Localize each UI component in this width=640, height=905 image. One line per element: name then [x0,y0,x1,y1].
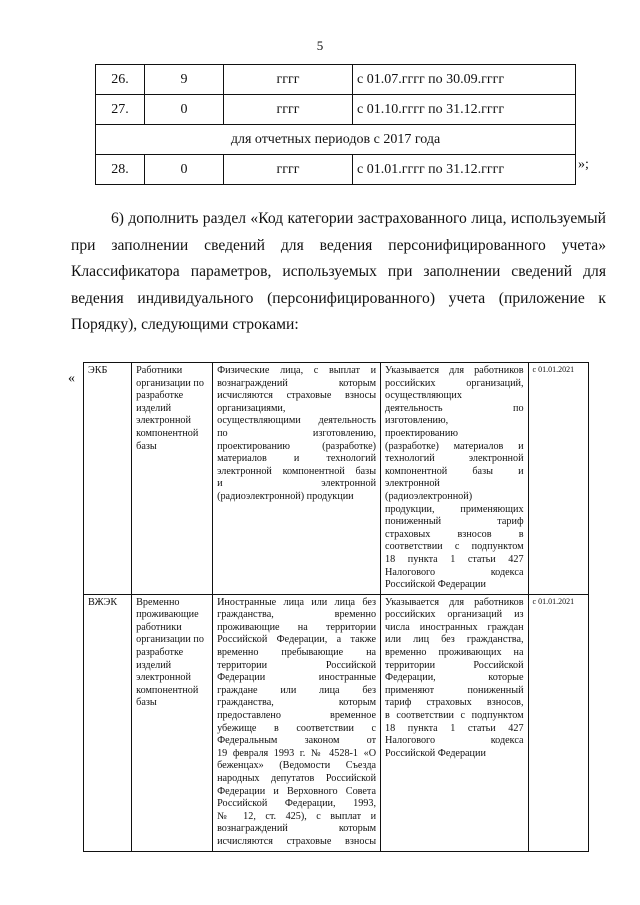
paragraph-line: ведения индивидуального (персонифицированного) учета (приложение к [71,289,606,307]
cell-line: Федерации иностранные [217,672,377,684]
cell-line: временно пребывающие на [217,647,377,659]
cell-line: электронной компонентной базы [217,465,377,477]
cell-line: электронной [136,672,191,684]
cell-line: Федерации и Верховного Совета [217,785,377,797]
cell-line: Указывается для работников [385,596,524,608]
cell-line: граждане или лица без [217,684,377,696]
cell-line: электронной [136,415,191,427]
cell-line: Федерации, которые [385,672,524,684]
cell-line: 19 февраля 1993 г. № 4528-1 «О [217,747,377,759]
period-code: 0 [145,95,224,125]
period-code: 0 [145,155,224,185]
cell-line: гражданства, которым [217,697,377,709]
cell-line: и электронной [217,478,377,490]
paragraph-line: при заполнении сведений для ведения персонифицированного учета» [71,236,606,254]
cell-line: числа иностранных граждан [385,621,524,633]
cell-line: Указывается для работников [385,365,524,376]
cell-line: работники [136,621,182,633]
cell-line: по изготовлению, [217,427,377,439]
cell-line: проектированию [385,427,458,439]
year-format: гггг [224,65,353,95]
cell-line: российских организаций из [385,609,524,621]
cell-line: гражданства, временно [217,609,377,621]
cell-line: организациями, [217,402,286,414]
period-range: с 01.10.гггг по 31.12.гггг [353,95,576,125]
closing-quote-mark: »; [578,157,589,172]
cell-line: страховых взносов в [385,528,524,540]
cell-line: соответствии с подпунктом [385,541,524,553]
effective-date: с 01.01.2021 [528,363,588,595]
cell-line: деятельность по [385,402,524,414]
cell-line: № 12, ст. 425), с выплат и [217,810,377,822]
cell-line: компонентной базы и [385,465,524,477]
paragraph-line: Порядку), следующими строками: [71,316,299,333]
cell-line: электронной [385,478,440,490]
category-table [83,362,589,852]
cell-line: беженцах» (Ведомости Съезда [217,760,377,772]
page-number: 5 [316,38,324,53]
category-description [213,363,381,595]
cell-line: исчисляются страховые взносы [217,390,377,402]
cell-line: Российской Федерации, 1993, [217,798,377,810]
cell-line: (радиоэлектронной) продукции [217,490,354,502]
cell-line: вознаграждений которым [217,823,377,835]
cell-line: Физические лица, с выплат и [217,365,377,376]
period-range: с 01.01.гггг по 31.12.гггг [353,155,576,185]
table-row [84,363,589,595]
cell-line: Налогового кодекса [385,566,524,578]
cell-line: территории Российской [385,659,524,671]
cell-line: разработке [136,647,184,659]
cell-line: Налогового кодекса [385,735,524,747]
row-number: 27. [96,95,145,125]
cell-line: Российской Федерации, а также [217,634,377,646]
cell-line: компонентной [136,427,199,439]
cell-line: технологий электронной [385,453,524,465]
cell-line: Российской Федерации [385,747,486,759]
cell-line: Временно [136,596,180,608]
effective-date: с 01.01.2021 [528,594,588,851]
table-row [84,594,589,851]
cell-line: продукции, применяющих [385,503,524,515]
cell-line: пониженный тариф [385,516,524,528]
amendment-paragraph [71,206,606,339]
cell-line: проектированию (разработке) [217,440,377,452]
cell-line: организации по [136,634,204,646]
cell-line: компонентной [136,684,199,696]
cell-line: убежище в соответствии с [217,722,377,734]
cell-line: народных депутатов Российской [217,773,377,784]
paragraph-line: 6) дополнить раздел «Код категории застрахованного лица, используемый [111,210,606,227]
cell-line: материалов и технологий [217,453,377,465]
year-format: гггг [224,95,353,125]
year-format: гггг [224,155,353,185]
cell-line: базы [136,697,157,709]
category-description [213,594,381,851]
table-row [96,95,576,125]
table-row [96,155,576,185]
cell-line: базы [136,440,157,452]
application-condition [381,363,529,595]
category-code: ЭКБ [84,363,132,595]
cell-line: Работники [136,365,183,376]
cell-line: проживающие [136,609,199,621]
cell-line: осуществляющими деятельность [217,415,377,427]
category-code: ВЖЭК [84,594,132,851]
cell-line: территории Российской [217,659,377,671]
cell-line: (разработке) материалов и [385,440,524,452]
opening-quote-mark: « [68,371,75,386]
cell-line: 18 пункта 1 статьи 427 [385,722,524,734]
period-code: 9 [145,65,224,95]
section-header-row [96,125,576,155]
cell-line: Российской Федерации [385,579,486,591]
cell-line: изделий [136,659,172,671]
cell-line: Федеральным законом от [217,735,377,747]
table-row [96,65,576,95]
cell-line: временно проживающих на [385,647,524,659]
cell-line: или лиц без гражданства, [385,634,524,646]
cell-line: Иностранные лица или лица без [217,596,377,608]
cell-line: исчисляются страховые взносы [217,835,377,847]
cell-line: изделий [136,402,172,414]
cell-line: проживающие на территории [217,621,377,633]
cell-line: российских организаций, [385,377,524,389]
row-number: 26. [96,65,145,95]
category-name [132,363,213,595]
row-number: 28. [96,155,145,185]
cell-line: в соответствии с подпунктом [385,710,524,722]
application-condition [381,594,529,851]
section-header: для отчетных периодов с 2017 года [96,125,576,155]
category-name [132,594,213,851]
periods-table [95,64,576,185]
cell-line: вознаграждений которым [217,377,377,389]
cell-line: тариф страховых взносов, [385,697,524,709]
cell-line: изготовлению, [385,415,449,427]
paragraph-line: Классификатора параметров, используемых при заполнении сведений для [71,263,606,280]
cell-line: применяют пониженный [385,684,524,696]
cell-line: предоставлено временное [217,710,377,722]
cell-line: разработке [136,390,184,402]
cell-line: организации по [136,377,204,389]
period-range: с 01.07.гггг по 30.09.гггг [353,65,576,95]
cell-line: (радиоэлектронной) [385,490,473,502]
cell-line: 18 пункта 1 статьи 427 [385,553,524,565]
cell-line: осуществляющих [385,390,462,402]
